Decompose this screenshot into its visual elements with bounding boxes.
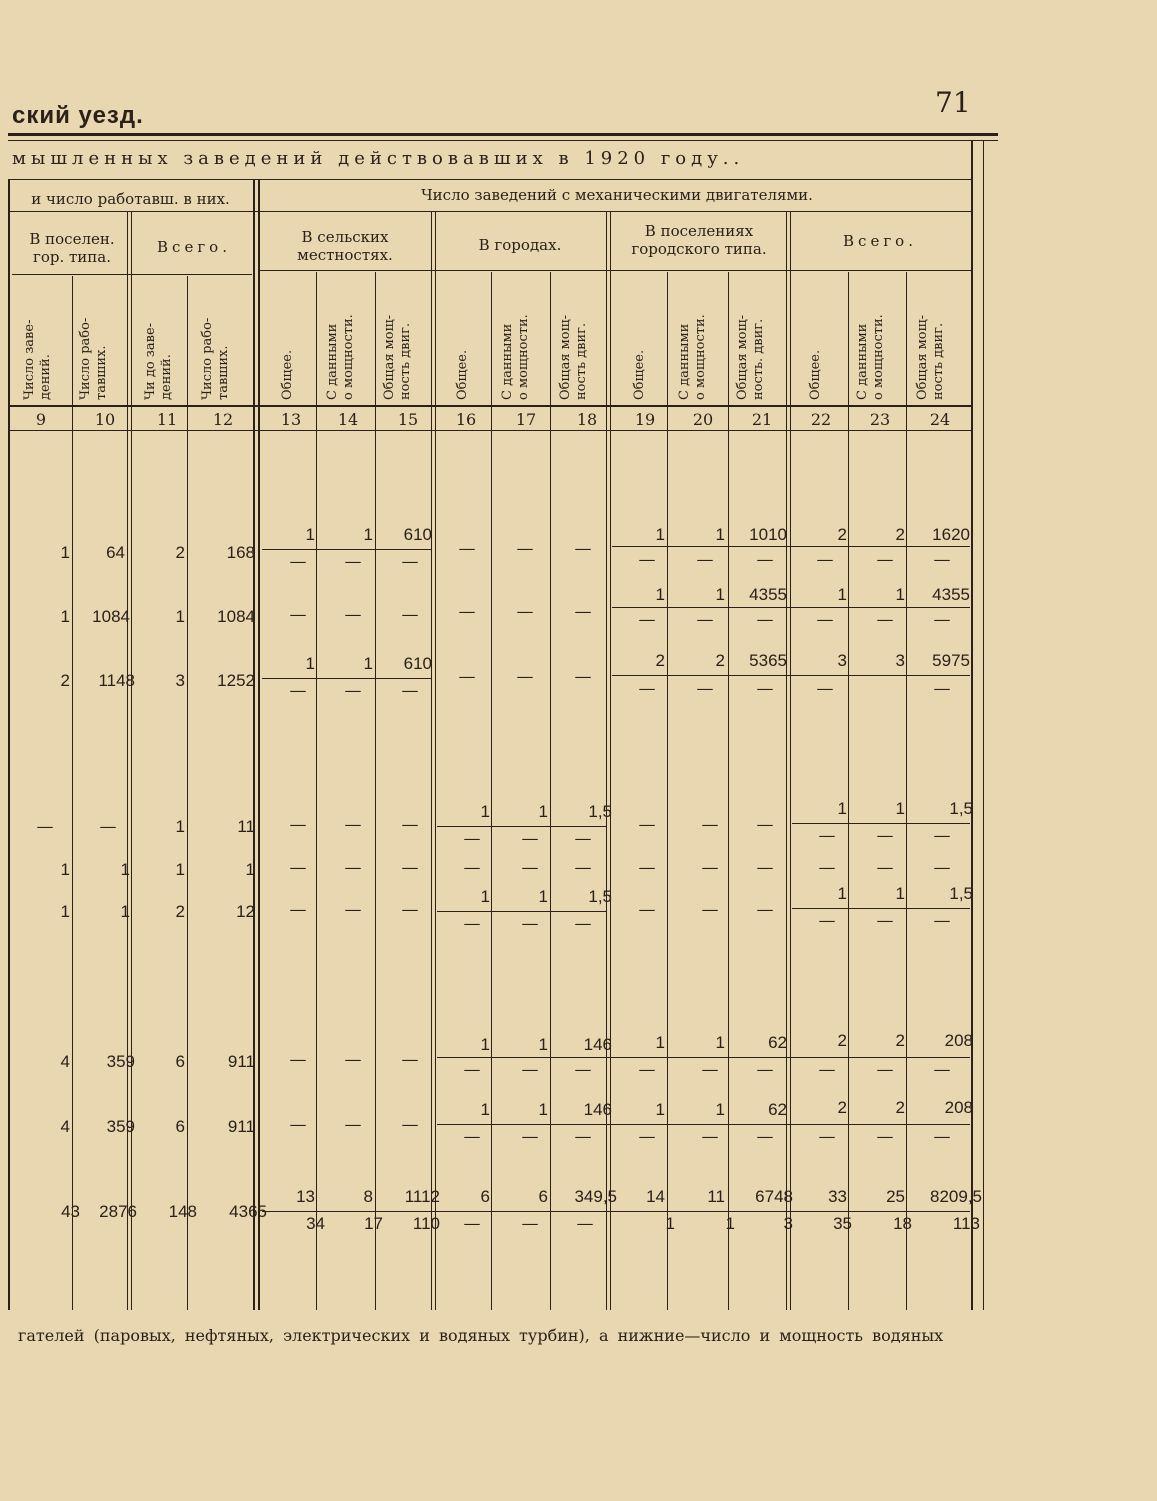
dash: —: [401, 681, 419, 701]
dash: —: [576, 1214, 594, 1234]
dash: —: [458, 667, 476, 687]
fraction-line: [612, 607, 970, 608]
cell: 1: [655, 1033, 665, 1052]
dash: —: [876, 1060, 894, 1080]
dash: —: [463, 1060, 481, 1080]
dash: —: [638, 550, 656, 570]
cell: 1: [480, 802, 490, 821]
dash: —: [401, 605, 419, 625]
colhead-21: Общая мощ- ность. двиг.: [735, 314, 766, 400]
dash: —: [818, 858, 836, 878]
dash: —: [756, 610, 774, 630]
dash: —: [463, 1214, 481, 1234]
dash: —: [638, 679, 656, 699]
colnum-17: 17: [515, 410, 537, 429]
dash: —: [933, 610, 951, 630]
cell: 1: [175, 860, 185, 879]
cell: 2: [175, 543, 185, 562]
dash: —: [521, 858, 539, 878]
subheader-vsego-2: Всего.: [843, 232, 917, 250]
cell: 2: [837, 1031, 847, 1050]
colnum-13: 13: [280, 410, 302, 429]
vline-m2: [790, 212, 791, 1310]
dash: —: [818, 1060, 836, 1080]
cell: 62: [768, 1033, 787, 1052]
cell: 1,5: [588, 887, 612, 906]
dash: —: [701, 900, 719, 920]
dash: —: [344, 900, 362, 920]
dash: —: [876, 1127, 894, 1147]
cell: 11: [237, 817, 255, 836]
cell: 1,5: [588, 802, 612, 821]
cell: 43: [61, 1202, 80, 1221]
dash: —: [516, 667, 534, 687]
cell: 11: [707, 1187, 725, 1206]
cell: 110: [412, 1214, 440, 1233]
cell: 1: [480, 1100, 490, 1119]
colhead-14: С данными о мощности.: [325, 314, 356, 400]
cell: 359: [106, 1052, 135, 1071]
cell: 610: [403, 654, 432, 673]
fraction-line: [437, 1057, 970, 1058]
cell: 208: [944, 1098, 973, 1117]
dash: —: [574, 602, 592, 622]
dash: —: [638, 858, 656, 878]
dash: —: [638, 1127, 656, 1147]
cell: 18: [893, 1214, 912, 1233]
dash: —: [701, 858, 719, 878]
cell: 2876: [99, 1202, 137, 1221]
cell: 1: [895, 585, 905, 604]
cell: 5365: [749, 651, 787, 670]
dash: —: [696, 679, 714, 699]
cell: 1: [715, 1100, 725, 1119]
vline-a: [72, 276, 73, 1310]
dash: —: [876, 911, 894, 931]
dash: —: [756, 1127, 774, 1147]
dash: —: [401, 815, 419, 835]
fraction-line: [262, 678, 432, 679]
colhead-17: С данными о мощности.: [500, 314, 531, 400]
vline-j2: [610, 212, 611, 1310]
dash: —: [574, 914, 592, 934]
dash: —: [876, 550, 894, 570]
cell: 1: [715, 1033, 725, 1052]
subheader-selskie: В сельских местностях.: [297, 228, 393, 264]
cell: 6: [480, 1187, 490, 1206]
dash: —: [458, 539, 476, 559]
cell: 359: [106, 1117, 135, 1136]
dash: —: [344, 552, 362, 572]
cell: 2: [837, 525, 847, 544]
dash: —: [574, 858, 592, 878]
dash: —: [289, 552, 307, 572]
dash: —: [933, 1060, 951, 1080]
dash: —: [463, 1127, 481, 1147]
sub-rule-left: [12, 274, 252, 275]
colhead-11: Чи до заве- дений.: [143, 322, 174, 400]
cell: 8: [363, 1187, 373, 1206]
group-header-left: и число работавш. в них.: [31, 190, 230, 208]
colnum-9: 9: [35, 410, 47, 429]
cell: 1: [715, 585, 725, 604]
dash: —: [696, 610, 714, 630]
fraction-line: [437, 826, 607, 827]
cell: 5975: [932, 651, 970, 670]
dash: —: [289, 815, 307, 835]
cell: 610: [403, 525, 432, 544]
dash: —: [638, 815, 656, 835]
vline-f: [375, 272, 376, 1310]
cell: 64: [106, 543, 125, 562]
cell: 2: [895, 1098, 905, 1117]
cell: 1: [363, 654, 373, 673]
cell: 6: [538, 1187, 548, 1206]
colnum-21: 21: [751, 410, 773, 429]
sub-rule-right: [258, 270, 971, 271]
cell: 1: [60, 543, 70, 562]
subheader-goroda: В городах.: [478, 236, 562, 254]
dash: —: [289, 1050, 307, 1070]
dash: —: [701, 1060, 719, 1080]
vline-n: [848, 272, 849, 1310]
cell: 1: [665, 1214, 675, 1233]
subheader-poselen: В поселен. гор. типа.: [29, 230, 115, 266]
cell: 1084: [217, 607, 255, 626]
vline-o: [906, 272, 907, 1310]
cell: 2: [895, 1031, 905, 1050]
cell: 1: [538, 887, 548, 906]
subheader-poselen-gor: В поселениях городского типа.: [631, 222, 767, 258]
cell: 1: [480, 1035, 490, 1054]
cell: 1: [175, 607, 185, 626]
cell: 1: [60, 860, 70, 879]
dash: —: [701, 815, 719, 835]
vline-end: [971, 140, 973, 1310]
cell: 1: [480, 887, 490, 906]
vline-g: [431, 212, 432, 1310]
cell: 12: [236, 902, 255, 921]
dash: —: [876, 826, 894, 846]
cell: 911: [227, 1117, 255, 1136]
fraction-line: [612, 546, 970, 547]
dash: —: [344, 1050, 362, 1070]
vline-0: [8, 180, 10, 1310]
cell: 208: [944, 1031, 973, 1050]
cell: 168: [226, 543, 255, 562]
page-number: 71: [935, 86, 971, 119]
vline-i: [550, 272, 551, 1310]
dash: —: [816, 550, 834, 570]
dash: —: [756, 858, 774, 878]
dash: —: [933, 858, 951, 878]
dash: —: [463, 829, 481, 849]
dash: —: [818, 911, 836, 931]
cell: 3: [837, 651, 847, 670]
cell: 1: [538, 802, 548, 821]
cell: 1: [895, 884, 905, 903]
dash: —: [344, 1115, 362, 1135]
dash: —: [574, 1127, 592, 1147]
colnum-22: 22: [810, 410, 832, 429]
footer-note: гателей (паровых, нефтяных, электрических и водяных турбин), а нижние—число и мощность водяных: [18, 1326, 944, 1345]
dash: —: [756, 1060, 774, 1080]
dash: —: [933, 911, 951, 931]
cell: 35: [833, 1214, 852, 1233]
vline-k: [667, 272, 668, 1310]
cell: 2: [175, 902, 185, 921]
colhead-20: С данными о мощности.: [677, 314, 708, 400]
colhead-18: Общая мощ- ность двиг.: [558, 314, 589, 400]
cell: 4355: [749, 585, 787, 604]
dash: —: [818, 826, 836, 846]
cell: 1: [655, 525, 665, 544]
cell: 1: [837, 585, 847, 604]
cell: 1: [245, 860, 255, 879]
cell: 1,5: [949, 884, 973, 903]
dash: —: [521, 914, 539, 934]
dash: —: [401, 900, 419, 920]
colhead-23: С данными о мощности.: [855, 314, 886, 400]
fraction-line: [262, 549, 432, 550]
cell: 1,5: [949, 799, 973, 818]
colnum-19: 19: [634, 410, 656, 429]
colhead-13: Общее.: [280, 349, 295, 400]
group-header-right: Число заведений с механическими двигателями.: [421, 186, 813, 204]
cell: 2: [895, 525, 905, 544]
dash: —: [516, 602, 534, 622]
top-rule: [8, 133, 998, 136]
cell: 4: [60, 1052, 70, 1071]
vline-end2: [983, 140, 984, 1310]
dash: —: [574, 667, 592, 687]
dash: —: [401, 858, 419, 878]
cell: 1: [363, 525, 373, 544]
table-title: мышленных заведений действовавших в 1920 году..: [12, 148, 745, 169]
colhead-16: Общее.: [455, 349, 470, 400]
cell: 17: [364, 1214, 383, 1233]
cell: 146: [583, 1100, 612, 1119]
fraction-line: [612, 675, 970, 676]
fraction-line: [437, 1124, 970, 1125]
cell: 1: [837, 884, 847, 903]
cell: 2: [837, 1098, 847, 1117]
cell: 14: [646, 1187, 665, 1206]
dash: —: [401, 1050, 419, 1070]
cell: 1: [725, 1214, 735, 1233]
cell: 113: [952, 1214, 980, 1233]
dash: —: [516, 539, 534, 559]
cell: 34: [306, 1214, 325, 1233]
vline-e: [316, 272, 317, 1310]
dash: —: [756, 815, 774, 835]
cell: 6748: [755, 1187, 793, 1206]
cell: 4355: [932, 585, 970, 604]
cell: 1: [715, 525, 725, 544]
cell: 2: [655, 651, 665, 670]
cell: 62: [768, 1100, 787, 1119]
dash: —: [933, 550, 951, 570]
vline-b2: [131, 212, 132, 1310]
cell: 1: [655, 585, 665, 604]
colhead-9: Число заве- дений.: [22, 319, 53, 400]
dash: —: [521, 1214, 539, 1234]
cell: 1: [60, 607, 70, 626]
dash: —: [696, 550, 714, 570]
dash: —: [574, 539, 592, 559]
cell: 2: [60, 671, 70, 690]
dash: —: [289, 605, 307, 625]
cell: 6: [175, 1052, 185, 1071]
cell: 3: [783, 1214, 793, 1233]
vline-l: [728, 272, 729, 1310]
cell: 25: [886, 1187, 905, 1206]
colnum-18: 18: [576, 410, 598, 429]
colhead-12: Число рабо- тавших.: [200, 317, 231, 400]
cell: 148: [168, 1202, 197, 1221]
dash: —: [521, 1127, 539, 1147]
cell: 33: [828, 1187, 847, 1206]
group-rule: [8, 211, 973, 212]
colnum-11: 11: [156, 410, 178, 429]
dash: —: [289, 900, 307, 920]
dash: —: [521, 1060, 539, 1080]
cell: 1: [305, 525, 315, 544]
vline-h: [491, 272, 492, 1310]
colhead-15: Общая мощ- ность двиг.: [382, 314, 413, 400]
dash: —: [344, 605, 362, 625]
dash: —: [876, 610, 894, 630]
top-rule-2: [8, 140, 998, 141]
cell: 349,5: [574, 1187, 617, 1206]
cell: 1: [120, 902, 130, 921]
dash: —: [521, 829, 539, 849]
dash: —: [816, 679, 834, 699]
cell: 1: [175, 817, 185, 836]
dash: —: [344, 815, 362, 835]
colnum-20: 20: [692, 410, 714, 429]
vline-c: [187, 276, 188, 1310]
cell: 1084: [92, 607, 130, 626]
cell: 1112: [404, 1187, 440, 1206]
colnum-14: 14: [337, 410, 359, 429]
dash: —: [756, 550, 774, 570]
cell: 1: [538, 1035, 548, 1054]
vline-d: [253, 180, 255, 1310]
fraction-line: [262, 1211, 970, 1212]
dash: —: [289, 858, 307, 878]
cell: 1: [60, 902, 70, 921]
colnum-15: 15: [397, 410, 419, 429]
cell: 1: [538, 1100, 548, 1119]
cell: 1: [895, 799, 905, 818]
fraction-line: [792, 823, 970, 824]
dash: —: [36, 817, 54, 837]
dash: —: [401, 1115, 419, 1135]
cell: 3: [175, 671, 185, 690]
colhead-10: Число рабо- тавших.: [78, 317, 109, 400]
vline-j: [606, 212, 607, 1310]
colnum-16: 16: [455, 410, 477, 429]
dash: —: [574, 829, 592, 849]
cell: 1: [837, 799, 847, 818]
colnum-23: 23: [869, 410, 891, 429]
dash: —: [638, 1060, 656, 1080]
cell: 4365: [229, 1202, 267, 1221]
dash: —: [638, 610, 656, 630]
dash: —: [876, 858, 894, 878]
cell: 1620: [932, 525, 970, 544]
dash: —: [756, 679, 774, 699]
dash: —: [933, 679, 951, 699]
cell: 1: [655, 1100, 665, 1119]
cell: 146: [583, 1035, 612, 1054]
vline-g2: [435, 212, 436, 1310]
fraction-line: [792, 908, 970, 909]
dash: —: [756, 900, 774, 920]
dash: —: [933, 826, 951, 846]
dash: —: [638, 900, 656, 920]
vline-b: [127, 212, 128, 1310]
colhead-22: Общее.: [808, 349, 823, 400]
dash: —: [816, 610, 834, 630]
cell: 4: [60, 1117, 70, 1136]
subheader-vsego: Всего.: [157, 238, 231, 256]
dash: —: [701, 1127, 719, 1147]
dash: —: [401, 552, 419, 572]
running-header: ский уезд.: [12, 102, 144, 129]
dash: —: [99, 817, 117, 837]
cell: 6: [175, 1117, 185, 1136]
dash: —: [933, 1127, 951, 1147]
fraction-line: [437, 911, 607, 912]
cell: 1: [305, 654, 315, 673]
colnum-12: 12: [212, 410, 234, 429]
vline-m: [786, 212, 787, 1310]
cell: 1148: [98, 671, 135, 690]
colnum-24: 24: [929, 410, 951, 429]
vline-d2: [258, 180, 260, 1310]
dash: —: [289, 681, 307, 701]
cell: 1252: [217, 671, 255, 690]
cell: 1: [120, 860, 130, 879]
cell: 911: [227, 1052, 255, 1071]
dash: —: [463, 914, 481, 934]
dash: —: [818, 1127, 836, 1147]
colhead-19: Общее.: [632, 349, 647, 400]
colnum-10: 10: [94, 410, 116, 429]
cell: 2: [715, 651, 725, 670]
dash: —: [574, 1060, 592, 1080]
cell: 8209,5: [930, 1187, 982, 1206]
dash: —: [344, 681, 362, 701]
title-rule: [8, 179, 973, 180]
colhead-24: Общая мощ- ность двиг.: [915, 314, 946, 400]
cell: 1010: [749, 525, 787, 544]
dash: —: [289, 1115, 307, 1135]
cell: 13: [296, 1187, 315, 1206]
dash: —: [458, 602, 476, 622]
dash: —: [344, 858, 362, 878]
cell: 3: [895, 651, 905, 670]
dash: —: [463, 858, 481, 878]
